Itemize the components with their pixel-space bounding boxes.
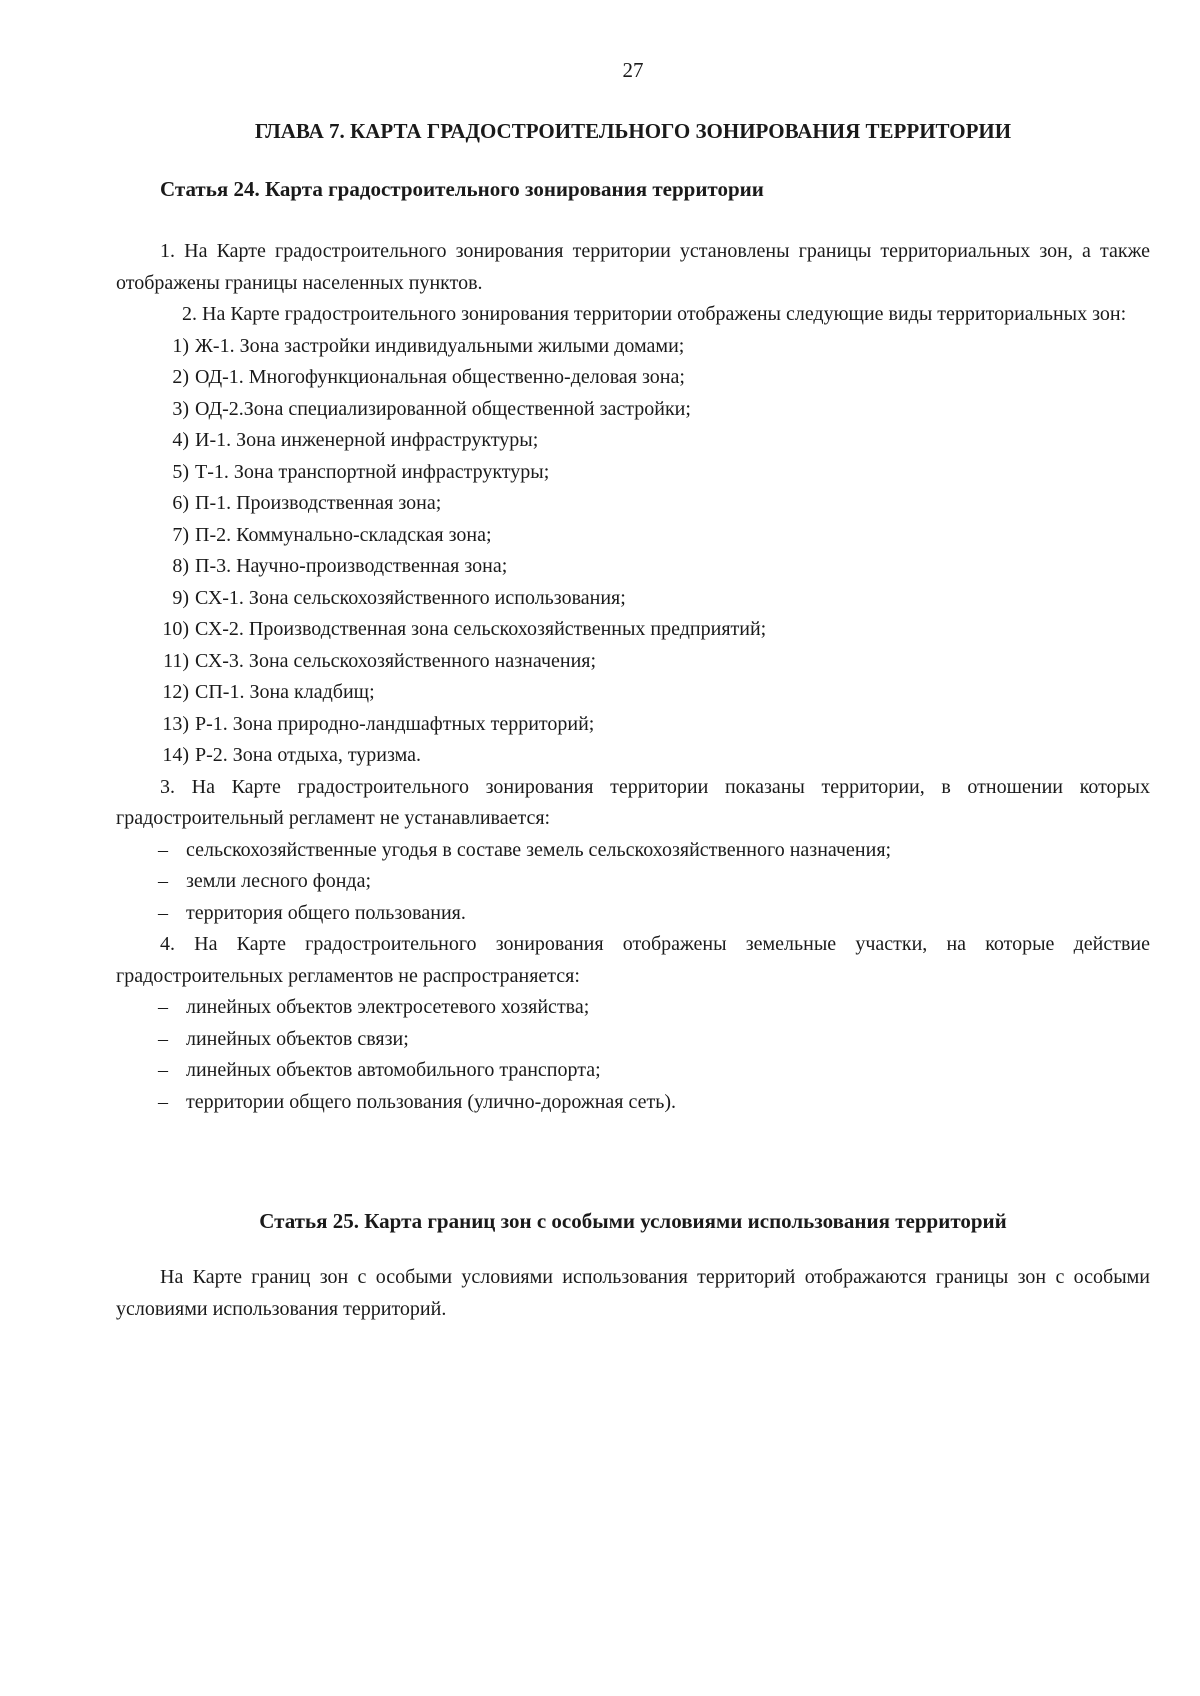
list-item-text: СХ-3. Зона сельскохозяйственного назначения; [195,649,597,672]
list-item [116,520,1150,552]
list-item [116,1087,1150,1119]
list-item [116,835,1150,867]
list-item [116,1055,1150,1087]
list-item-text: СХ-1. Зона сельскохозяйственного использования; [195,586,626,609]
list-item [116,646,1150,678]
list-item-text: линейных объектов автомобильного транспорта; [186,1059,601,1081]
list-item-number: 5) [172,460,189,483]
list-item [116,362,1150,394]
list-item-text: И-1. Зона инженерной инфраструктуры; [195,429,539,451]
list-item [116,425,1150,457]
list-item-number: 2) [172,366,189,388]
dash-marker: – [158,838,168,861]
land-plots-list [116,992,1150,1118]
list-item-text: ОД-2.Зона специализированной общественной застройки; [195,397,691,420]
list-item-text: П-3. Научно-производственная зона; [195,555,508,577]
paragraph-2: 2. На Карте градостроительного зонирования территории отображены следующие виды территориальных зон: [182,303,1127,325]
article-25-body [116,1262,1150,1325]
list-item-number: 9) [172,586,189,609]
chapter-title: ГЛАВА 7. КАРТА ГРАДОСТРОИТЕЛЬНОГО ЗОНИРОВАНИЯ ТЕРРИТОРИИ [254,119,1012,143]
list-item-text: ОД-1. Многофункциональная общественно-деловая зона; [195,366,685,388]
list-item [116,488,1150,520]
dash-marker: – [158,1090,168,1113]
list-item-text: территории общего пользования (улично-дорожная сеть). [186,1090,677,1113]
list-item-text: СХ-2. Производственная зона сельскохозяйственных предприятий; [195,618,767,640]
list-item-text: линейных объектов связи; [186,1027,409,1050]
article-25-title: Статья 25. Карта границ зон с особыми условиями использования территорий [259,1209,1007,1233]
list-item [116,331,1150,363]
list-item [116,457,1150,489]
list-item-text: земли лесного фонда; [186,870,372,892]
list-item [116,898,1150,930]
list-item [116,740,1150,772]
page-number: 27 [622,58,644,82]
list-item-number: 6) [172,492,189,514]
paragraph-3: 3. На Карте градостроительного зонирования территории показаны территории, в отношении которых градостроительный регламент не устанавливается: [116,775,1150,829]
list-item-number: 1) [172,334,189,357]
dash-marker: – [158,901,168,924]
list-item [116,614,1150,646]
dash-marker: – [158,870,168,892]
list-item-text: сельскохозяйственные угодья в составе земель сельскохозяйственного назначения; [186,838,892,861]
dash-marker: – [158,1027,168,1050]
list-item-number: 8) [172,555,189,577]
exempt-territories-list [116,835,1150,930]
dash-marker: – [158,1059,168,1081]
list-item-text: П-2. Коммунально-складская зона; [195,523,492,546]
list-item-number: 12) [162,681,189,703]
list-item-number: 13) [162,712,189,735]
list-item [116,709,1150,741]
list-item [116,866,1150,898]
list-item-text: Т-1. Зона транспортной инфраструктуры; [195,460,550,483]
list-item-text: Р-1. Зона природно-ландшафтных территорий; [195,712,595,735]
list-item-number: 4) [172,429,189,451]
dash-marker: – [158,996,168,1018]
list-item-number: 14) [162,744,189,766]
list-item-number: 10) [162,618,189,640]
zone-list [116,331,1150,772]
list-item [116,677,1150,709]
paragraph-4: 4. На Карте градостроительного зонирования отображены земельные участки, на которые действие градостроительных регламентов не распространяется: [116,933,1150,987]
paragraph-article-25: На Карте границ зон с особыми условиями использования территорий отображаются границы зон с особыми условиями использования территорий. [116,1266,1150,1320]
list-item [116,1024,1150,1056]
article-24-body [116,236,1150,1118]
list-item-text: СП-1. Зона кладбищ; [195,681,375,703]
list-item-number: 7) [172,523,189,546]
list-item-text: территория общего пользования. [186,901,466,924]
list-item-text: П-1. Производственная зона; [195,492,442,514]
list-item [116,992,1150,1024]
list-item [116,551,1150,583]
list-item [116,394,1150,426]
list-item-text: линейных объектов электросетевого хозяйства; [186,996,590,1018]
list-item-number: 3) [172,397,189,420]
list-item-text: Ж-1. Зона застройки индивидуальными жилыми домами; [195,334,685,357]
article-24-title: Статья 24. Карта градостроительного зонирования территории [160,177,764,201]
paragraph-1: 1. На Карте градостроительного зонирования территории установлены границы территориальных зон, а также отображены границы населенных пунктов. [116,240,1150,294]
list-item-text: Р-2. Зона отдыха, туризма. [195,744,422,766]
list-item-number: 11) [163,649,189,672]
list-item [116,583,1150,615]
